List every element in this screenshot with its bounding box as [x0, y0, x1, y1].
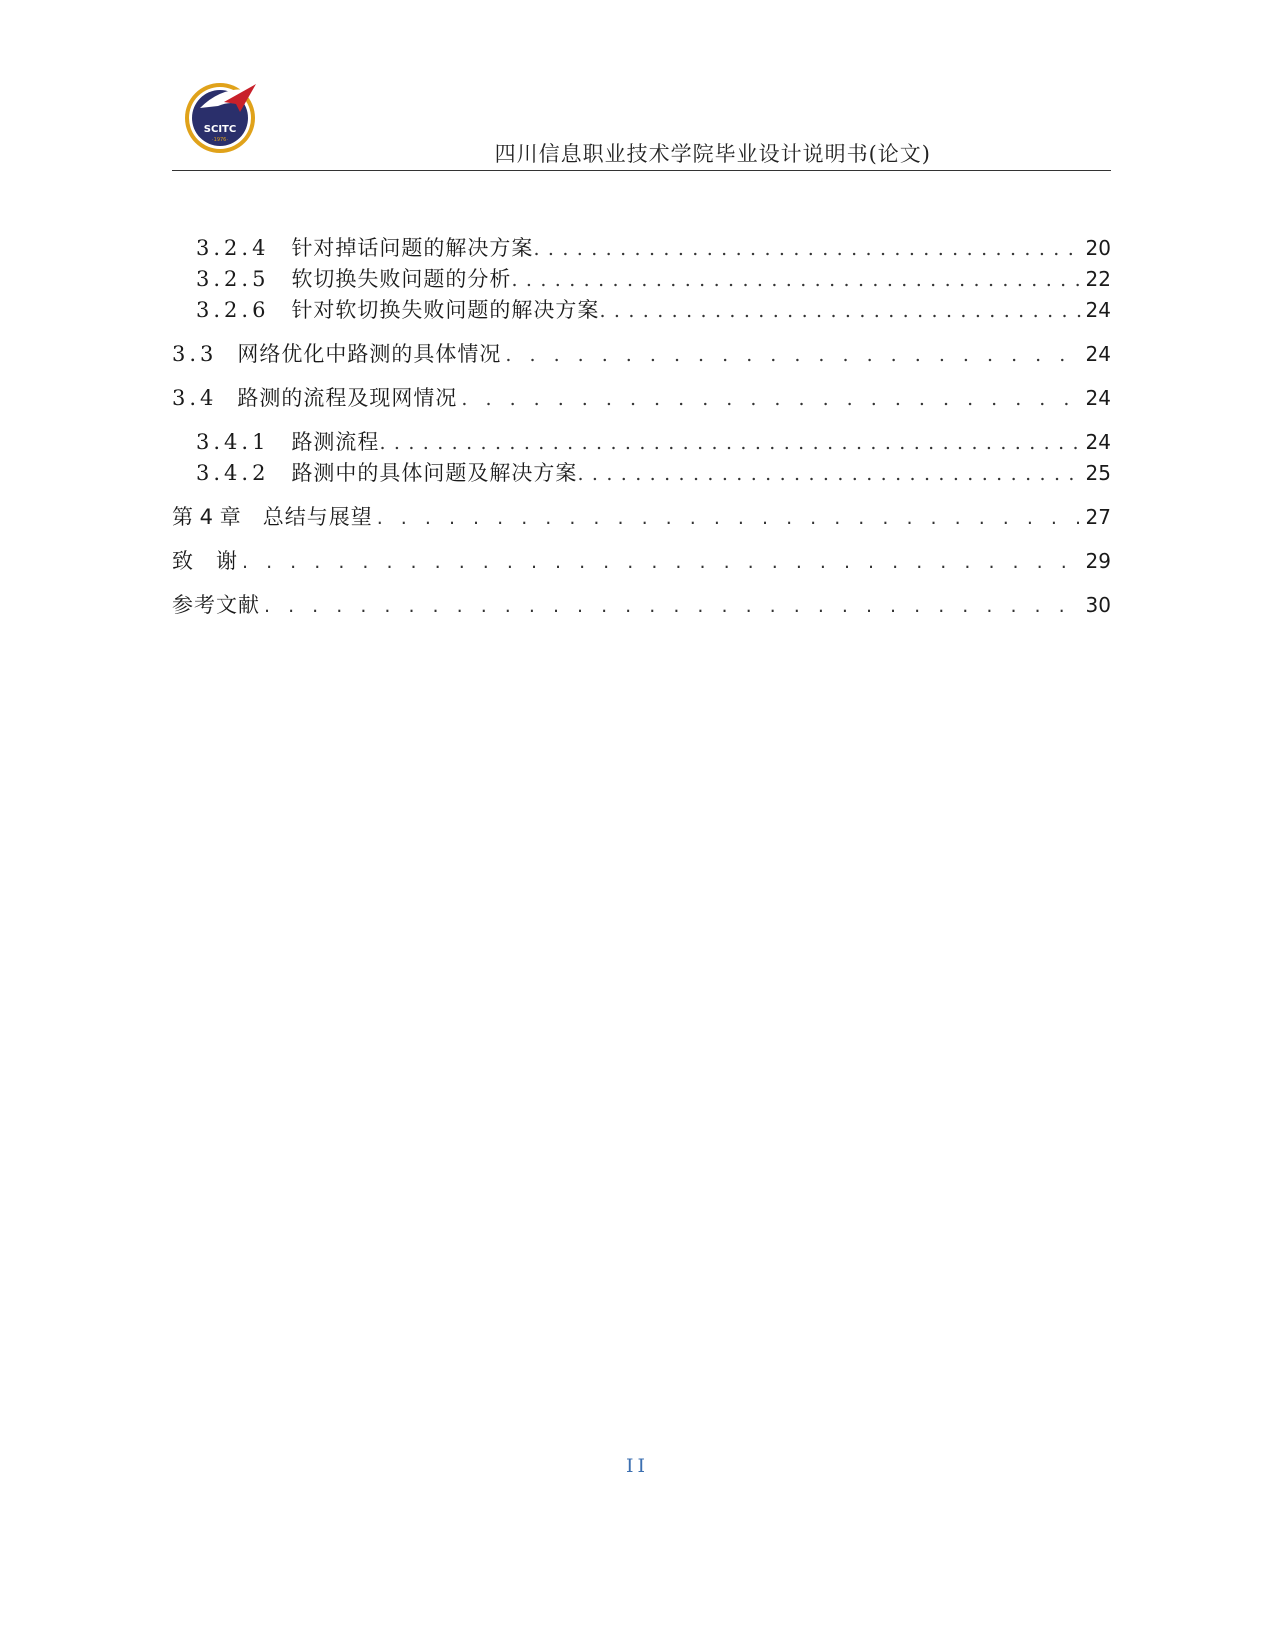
dot-leader	[505, 344, 1081, 366]
toc-page: 24	[1085, 430, 1111, 454]
dot-leader	[242, 551, 1082, 573]
toc-number: 第 4 章	[172, 505, 241, 529]
toc-title: 针对掉话问题的解决方案	[291, 236, 534, 260]
toc-entry[interactable]	[172, 338, 1111, 368]
toc-title: 路测流程	[291, 430, 380, 454]
toc-entry[interactable]	[172, 501, 1111, 531]
toc-title: 参考文献	[172, 593, 260, 617]
toc-number: 3.4.2	[196, 461, 270, 485]
toc-entry[interactable]	[172, 382, 1111, 412]
toc-entry[interactable]	[172, 457, 1111, 487]
toc-page: 24	[1085, 386, 1111, 410]
toc-title: 网络优化中路测的具体情况	[237, 342, 502, 366]
toc-page: 29	[1085, 549, 1111, 573]
document-title: 四川信息职业技术学院毕业设计说明书(论文)	[494, 142, 931, 166]
toc-number: 3.2.6	[196, 298, 270, 322]
toc-page: 20	[1085, 236, 1111, 260]
dot-leader	[511, 269, 1081, 291]
toc-page: 22	[1085, 267, 1111, 291]
dot-leader	[377, 507, 1082, 529]
page-number: II	[625, 1455, 649, 1477]
toc-number: 3.2.5	[196, 267, 270, 291]
toc-title: 总结与展望	[262, 505, 373, 529]
toc-number: 3.4	[172, 386, 218, 410]
toc-title: 针对软切换失败问题的解决方案	[291, 298, 600, 322]
toc-page: 24	[1085, 298, 1111, 322]
toc-page: 25	[1085, 461, 1111, 485]
toc-page: 24	[1085, 342, 1111, 366]
header-divider	[172, 170, 1111, 171]
svg-text:·1976·: ·1976·	[212, 137, 228, 143]
page-header	[172, 78, 1111, 170]
dot-leader	[379, 432, 1081, 454]
dot-leader	[533, 238, 1081, 260]
school-logo	[182, 78, 262, 158]
toc-page: 30	[1085, 593, 1111, 617]
dot-leader	[461, 388, 1081, 410]
toc-title: 路测的流程及现网情况	[237, 386, 458, 410]
toc-number: 3.3	[172, 342, 218, 366]
toc-entry[interactable]	[172, 426, 1111, 456]
dot-leader	[264, 595, 1082, 617]
toc-entry[interactable]	[172, 263, 1111, 293]
toc-title: 致 谢	[172, 549, 238, 573]
svg-text:SCITC: SCITC	[203, 124, 237, 135]
toc-title: 路测中的具体问题及解决方案	[291, 461, 578, 485]
dot-leader	[577, 463, 1081, 485]
toc-number: 3.4.1	[196, 430, 270, 454]
toc-entry[interactable]	[172, 294, 1111, 324]
toc-entry[interactable]	[172, 545, 1111, 575]
toc-entry[interactable]	[172, 589, 1111, 619]
toc-title: 软切换失败问题的分析	[291, 267, 512, 291]
toc-page: 27	[1085, 505, 1111, 529]
toc-entry[interactable]	[172, 232, 1111, 262]
dot-leader	[599, 300, 1081, 322]
toc-number: 3.2.4	[196, 236, 270, 260]
